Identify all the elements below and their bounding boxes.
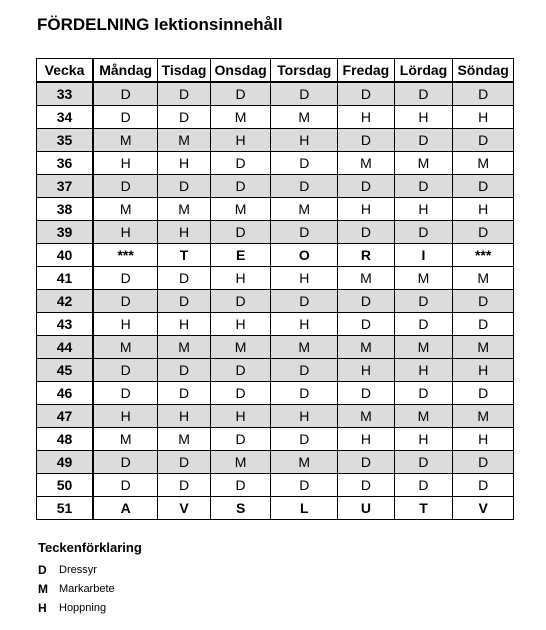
cell-saturday: D: [394, 82, 453, 106]
cell-thursday: O: [271, 244, 338, 267]
cell-tuesday: H: [158, 221, 211, 244]
cell-sunday: M: [453, 267, 514, 290]
header-friday: Fredag: [338, 59, 395, 83]
cell-friday: H: [338, 198, 395, 221]
cell-thursday: D: [271, 359, 338, 382]
cell-friday: H: [338, 106, 395, 129]
cell-sunday: D: [453, 474, 514, 497]
header-thursday: Torsdag: [271, 59, 338, 83]
legend-item-markarbete: [38, 579, 142, 598]
header-saturday: Lördag: [394, 59, 453, 83]
cell-tuesday: M: [158, 129, 211, 152]
cell-wednesday: M: [210, 451, 271, 474]
cell-saturday: D: [394, 382, 453, 405]
cell-monday: D: [93, 175, 158, 198]
cell-friday: U: [338, 497, 395, 520]
cell-wednesday: M: [210, 198, 271, 221]
week-number: 50: [37, 474, 94, 497]
cell-sunday: D: [453, 82, 514, 106]
cell-tuesday: D: [158, 359, 211, 382]
cell-friday: D: [338, 129, 395, 152]
week-number: 39: [37, 221, 94, 244]
cell-sunday: D: [453, 382, 514, 405]
table-row: [37, 359, 514, 382]
cell-tuesday: D: [158, 106, 211, 129]
cell-tuesday: M: [158, 336, 211, 359]
cell-wednesday: D: [210, 152, 271, 175]
schedule-table: [36, 58, 514, 520]
table-row: [37, 152, 514, 175]
cell-wednesday: D: [210, 221, 271, 244]
cell-monday: H: [93, 152, 158, 175]
cell-wednesday: D: [210, 359, 271, 382]
cell-tuesday: H: [158, 313, 211, 336]
cell-sunday: ***: [453, 244, 514, 267]
cell-friday: D: [338, 82, 395, 106]
cell-saturday: D: [394, 221, 453, 244]
table-row: [37, 382, 514, 405]
cell-wednesday: S: [210, 497, 271, 520]
cell-thursday: D: [271, 474, 338, 497]
table-row: [37, 405, 514, 428]
week-number: 47: [37, 405, 94, 428]
cell-thursday: M: [271, 106, 338, 129]
table-row: [37, 428, 514, 451]
week-number: 36: [37, 152, 94, 175]
cell-saturday: D: [394, 474, 453, 497]
cell-sunday: M: [453, 405, 514, 428]
header-week: Vecka: [37, 59, 94, 83]
cell-saturday: T: [394, 497, 453, 520]
table-row: [37, 175, 514, 198]
table-row: [37, 451, 514, 474]
cell-friday: D: [338, 290, 395, 313]
cell-tuesday: H: [158, 152, 211, 175]
week-number: 40: [37, 244, 94, 267]
week-number: 35: [37, 129, 94, 152]
cell-monday: D: [93, 359, 158, 382]
cell-friday: D: [338, 175, 395, 198]
week-number: 51: [37, 497, 94, 520]
cell-tuesday: M: [158, 428, 211, 451]
cell-sunday: H: [453, 106, 514, 129]
cell-wednesday: H: [210, 405, 271, 428]
cell-saturday: M: [394, 152, 453, 175]
cell-thursday: D: [271, 175, 338, 198]
cell-thursday: H: [271, 405, 338, 428]
week-number: 48: [37, 428, 94, 451]
cell-saturday: D: [394, 313, 453, 336]
cell-tuesday: D: [158, 382, 211, 405]
cell-tuesday: D: [158, 474, 211, 497]
cell-thursday: D: [271, 382, 338, 405]
cell-friday: M: [338, 152, 395, 175]
cell-sunday: H: [453, 359, 514, 382]
cell-thursday: D: [271, 428, 338, 451]
table-row: [37, 198, 514, 221]
cell-monday: M: [93, 336, 158, 359]
cell-thursday: D: [271, 152, 338, 175]
cell-friday: H: [338, 428, 395, 451]
week-number: 34: [37, 106, 94, 129]
cell-wednesday: H: [210, 129, 271, 152]
legend-title: Teckenförklaring: [38, 540, 142, 555]
cell-sunday: H: [453, 198, 514, 221]
table-row: [37, 336, 514, 359]
cell-sunday: V: [453, 497, 514, 520]
cell-friday: H: [338, 359, 395, 382]
legend-key: D: [38, 562, 47, 577]
cell-thursday: M: [271, 451, 338, 474]
cell-friday: D: [338, 221, 395, 244]
week-number: 46: [37, 382, 94, 405]
cell-saturday: D: [394, 451, 453, 474]
cell-tuesday: D: [158, 451, 211, 474]
cell-monday: M: [93, 198, 158, 221]
cell-thursday: D: [271, 221, 338, 244]
cell-thursday: L: [271, 497, 338, 520]
cell-wednesday: M: [210, 106, 271, 129]
cell-thursday: D: [271, 290, 338, 313]
week-number: 45: [37, 359, 94, 382]
cell-wednesday: H: [210, 313, 271, 336]
page-title: FÖRDELNING lektionsinnehåll: [37, 15, 283, 34]
cell-thursday: M: [271, 198, 338, 221]
cell-monday: M: [93, 428, 158, 451]
cell-monday: D: [93, 82, 158, 106]
cell-saturday: H: [394, 106, 453, 129]
week-number: 33: [37, 82, 94, 106]
cell-sunday: D: [453, 129, 514, 152]
legend-key: H: [38, 600, 47, 615]
table-row: [37, 290, 514, 313]
cell-monday: D: [93, 267, 158, 290]
cell-saturday: H: [394, 198, 453, 221]
cell-sunday: H: [453, 428, 514, 451]
cell-saturday: D: [394, 290, 453, 313]
legend: [38, 540, 142, 617]
cell-monday: M: [93, 129, 158, 152]
cell-tuesday: D: [158, 267, 211, 290]
cell-wednesday: M: [210, 336, 271, 359]
cell-saturday: M: [394, 405, 453, 428]
legend-key: M: [38, 581, 48, 596]
legend-label: Hoppning: [59, 601, 107, 614]
header-sunday: Söndag: [453, 59, 514, 83]
table-row: [37, 129, 514, 152]
table-row: [37, 474, 514, 497]
cell-monday: ***: [93, 244, 158, 267]
cell-tuesday: T: [158, 244, 211, 267]
cell-saturday: D: [394, 129, 453, 152]
cell-monday: H: [93, 313, 158, 336]
cell-wednesday: H: [210, 267, 271, 290]
cell-monday: H: [93, 405, 158, 428]
cell-sunday: D: [453, 451, 514, 474]
week-number: 49: [37, 451, 94, 474]
cell-wednesday: D: [210, 382, 271, 405]
cell-monday: H: [93, 221, 158, 244]
schedule-body: [37, 82, 514, 520]
cell-saturday: H: [394, 359, 453, 382]
cell-wednesday: D: [210, 175, 271, 198]
cell-thursday: M: [271, 336, 338, 359]
cell-sunday: D: [453, 313, 514, 336]
cell-monday: D: [93, 290, 158, 313]
week-number: 38: [37, 198, 94, 221]
cell-sunday: M: [453, 336, 514, 359]
table-row: [37, 313, 514, 336]
cell-wednesday: D: [210, 290, 271, 313]
cell-thursday: H: [271, 313, 338, 336]
cell-monday: D: [93, 474, 158, 497]
cell-tuesday: D: [158, 82, 211, 106]
table-row: [37, 82, 514, 106]
cell-tuesday: V: [158, 497, 211, 520]
cell-saturday: M: [394, 267, 453, 290]
legend-label: Markarbete: [59, 582, 115, 595]
cell-monday: D: [93, 106, 158, 129]
cell-wednesday: D: [210, 474, 271, 497]
week-number: 37: [37, 175, 94, 198]
table-row: [37, 221, 514, 244]
cell-sunday: D: [453, 290, 514, 313]
header-row: [37, 59, 514, 83]
cell-friday: D: [338, 451, 395, 474]
legend-item-dressyr: [38, 560, 142, 579]
cell-thursday: D: [271, 82, 338, 106]
week-number: 41: [37, 267, 94, 290]
cell-wednesday: D: [210, 428, 271, 451]
cell-friday: D: [338, 313, 395, 336]
table-row: [37, 497, 514, 520]
cell-monday: D: [93, 451, 158, 474]
table-row: [37, 244, 514, 267]
cell-friday: M: [338, 405, 395, 428]
week-number: 43: [37, 313, 94, 336]
cell-saturday: I: [394, 244, 453, 267]
header-tuesday: Tisdag: [158, 59, 211, 83]
cell-sunday: D: [453, 175, 514, 198]
cell-monday: D: [93, 382, 158, 405]
week-number: 42: [37, 290, 94, 313]
legend-label: Dressyr: [59, 563, 97, 576]
cell-friday: R: [338, 244, 395, 267]
week-number: 44: [37, 336, 94, 359]
cell-tuesday: H: [158, 405, 211, 428]
cell-tuesday: M: [158, 198, 211, 221]
cell-sunday: D: [453, 221, 514, 244]
cell-saturday: M: [394, 336, 453, 359]
cell-tuesday: D: [158, 175, 211, 198]
cell-friday: M: [338, 336, 395, 359]
cell-sunday: M: [453, 152, 514, 175]
cell-friday: D: [338, 382, 395, 405]
cell-friday: M: [338, 267, 395, 290]
cell-wednesday: D: [210, 82, 271, 106]
cell-monday: A: [93, 497, 158, 520]
table-row: [37, 267, 514, 290]
cell-thursday: H: [271, 129, 338, 152]
cell-friday: D: [338, 474, 395, 497]
cell-saturday: D: [394, 175, 453, 198]
legend-item-hoppning: [38, 598, 142, 617]
table-row: [37, 106, 514, 129]
cell-wednesday: E: [210, 244, 271, 267]
cell-thursday: H: [271, 267, 338, 290]
header-wednesday: Onsdag: [210, 59, 271, 83]
cell-tuesday: D: [158, 290, 211, 313]
cell-saturday: H: [394, 428, 453, 451]
header-monday: Måndag: [93, 59, 158, 83]
